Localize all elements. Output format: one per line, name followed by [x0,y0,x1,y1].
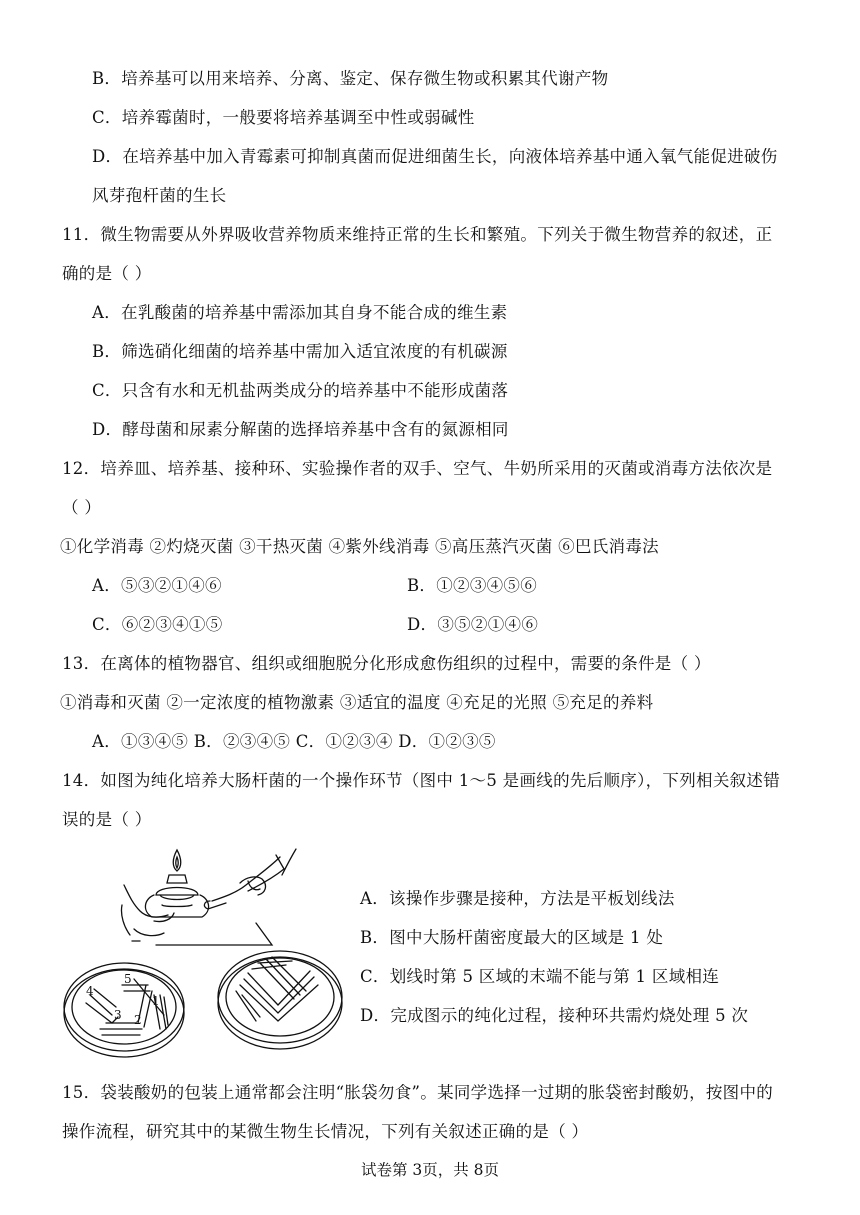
q12-stem: 12．培养皿、培养基、接种环、实验操作者的双手、空气、牛奶所采用的灭菌或消毒方法依次是 [62,459,773,478]
q14-option-c: C．划线时第 5 区域的末端不能与第 1 区域相连 [360,967,720,986]
q11-stem-cont: 确的是（ ） [62,264,152,283]
q15-stem: 15．袋装酸奶的包装上通常都会注明“胀袋勿食”。某同学选择一过期的胀袋密封酸奶，按图中的 [62,1083,774,1102]
q10-option-d: D．在培养基中加入青霉素可抑制真菌而促进细菌生长，向液体培养基中通入氧气能促进破伤 [92,147,778,166]
alcohol-lamp-drawing [145,850,208,917]
streak-plate-figure [60,845,350,1075]
q14-option-a: A．该操作步骤是接种，方法是平板划线法 [360,889,675,908]
q13-stem: 13．在离体的植物器官、组织或细胞脱分化形成愈伤组织的过程中，需要的条件是（ ） [62,654,711,673]
dish-lid-drawing [156,923,272,945]
zone-label-4: 4 [86,984,94,998]
q10-option-b: B．培养基可以用来培养、分离、鉴定、保存微生物或积累其代谢产物 [92,69,609,88]
zone-label-3: 3 [114,1008,122,1022]
page-footer: 试卷第 3页，共 8页 [360,1161,500,1179]
q11-option-b: B．筛选硝化细菌的培养基中需加入适宜浓度的有机碳源 [92,342,508,361]
q11-option-a: A．在乳酸菌的培养基中需添加其自身不能合成的维生素 [92,303,508,322]
q12-option-c: C．⑥②③④①⑤ [92,615,223,634]
q11-option-d: D．酵母菌和尿素分解菌的选择培养基中含有的氮源相同 [92,420,509,439]
q12-methods: ①化学消毒 ②灼烧灭菌 ③干热灭菌 ④紫外线消毒 ⑤高压蒸汽灭菌 ⑥巴氏消毒法 [60,537,659,556]
q11-stem: 11．微生物需要从外界吸收营养物质来维持正常的生长和繁殖。下列关于微生物营养的叙述，正 [62,225,773,244]
q14-stem-cont: 误的是（ ） [62,810,152,829]
zone-label-2: 2 [134,1013,142,1027]
zone-label-5: 5 [124,972,132,986]
q10-option-c: C．培养霉菌时，一般要将培养基调至中性或弱碱性 [92,108,475,127]
q14-stem: 14．如图为纯化培养大肠杆菌的一个操作环节（图中 1～5 是画线的先后顺序），下列相关叙述错 [62,771,781,790]
q15-stem-cont: 操作流程，研究其中的某微生物生长情况，下列有关叙述正确的是（ ） [62,1122,589,1141]
q10-option-d-cont: 风芽孢杆菌的生长 [92,186,227,205]
q14-option-d: D．完成图示的纯化过程，接种环共需灼烧处理 5 次 [360,1006,749,1025]
q12-option-d: D．③⑤②①④⑥ [407,615,539,634]
q14-option-b: B．图中大肠杆菌密度最大的区域是 1 处 [360,928,664,947]
q13-conditions: ①消毒和灭菌 ②一定浓度的植物激素 ③适宜的温度 ④充足的光照 ⑤充足的养料 [60,693,654,712]
q11-option-c: C．只含有水和无机盐两类成分的培养基中不能形成菌落 [92,381,509,400]
q12-option-a: A．⑤③②①④⑥ [92,576,222,595]
q12-option-b: B．①②③④⑤⑥ [407,576,538,595]
right-petri-dish [218,951,342,1049]
q13-options: A．①③④⑤ B．②③④⑤ C．①②③④ D．①②③⑤ [92,732,496,751]
right-hand-drawing [204,849,296,909]
q12-stem-cont: （ ） [62,498,102,517]
zone-label-1: 1 [152,994,160,1008]
